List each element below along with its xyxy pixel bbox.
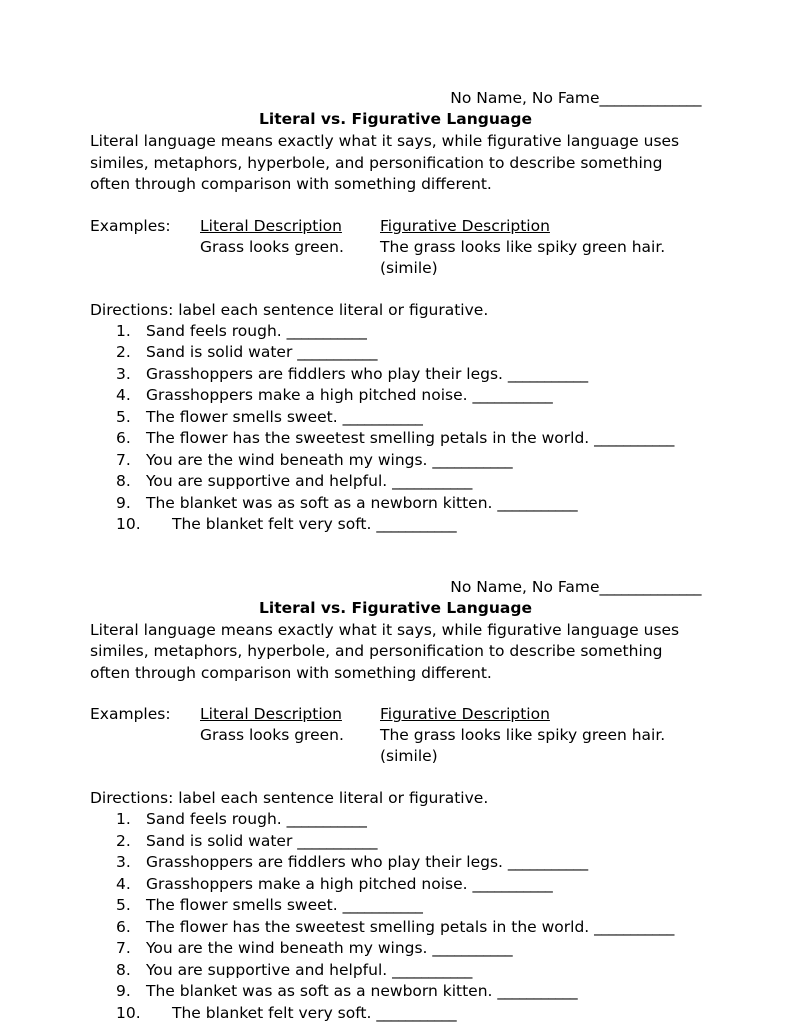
directions-text: Directions: label each sentence literal or figurative. <box>90 789 489 807</box>
list-item <box>90 450 701 472</box>
list-item <box>90 385 701 407</box>
list-item <box>90 981 701 1003</box>
list-item <box>90 342 701 364</box>
list-item <box>90 917 701 939</box>
item-answer-blank[interactable]: ___________ <box>432 450 513 469</box>
item-answer-blank[interactable]: ___________ <box>507 364 588 383</box>
examples-label: Examples: <box>90 216 171 235</box>
item-text: Grasshoppers are fiddlers who play their legs. <box>146 364 508 383</box>
list-item <box>90 493 701 515</box>
list-item <box>90 407 701 429</box>
item-number: 1. <box>116 810 131 828</box>
item-number: 8. <box>116 960 131 979</box>
list-item <box>90 321 701 343</box>
student-name-blank[interactable]: ______________ <box>599 89 701 107</box>
item-number: 4. <box>116 386 131 404</box>
item-number: 5. <box>116 407 131 426</box>
list-item <box>90 874 701 896</box>
item-text: You are the wind beneath my wings. <box>146 939 433 957</box>
item-answer-blank[interactable]: ___________ <box>342 407 423 426</box>
figurative-description-note: (simile) <box>380 258 438 277</box>
list-item <box>90 895 701 917</box>
item-text: Sand feels rough. <box>146 321 287 340</box>
item-number: 7. <box>116 939 131 957</box>
list-item <box>90 938 701 960</box>
directions-text: Directions: label each sentence literal or figurative. <box>90 300 489 319</box>
item-text: The flower smells sweet. <box>146 896 343 914</box>
examples-value-row <box>90 725 701 746</box>
item-answer-blank[interactable]: ___________ <box>392 960 472 979</box>
item-answer-blank[interactable]: ___________ <box>497 982 578 1000</box>
item-answer-blank[interactable]: ___________ <box>376 1003 457 1022</box>
item-answer-blank[interactable]: ___________ <box>472 386 553 404</box>
item-text: Sand feels rough. <box>146 810 287 828</box>
item-number: 2. <box>116 831 131 850</box>
list-item <box>90 364 701 386</box>
page-title: Literal vs. Figurative Language <box>259 598 532 617</box>
item-answer-blank[interactable]: ___________ <box>507 853 588 871</box>
item-number: 3. <box>116 364 131 383</box>
question-list <box>90 321 701 536</box>
item-answer-blank[interactable]: ___________ <box>392 472 472 490</box>
figurative-description-value: The grass looks like spiky green hair. <box>380 237 666 256</box>
figurative-description-header: Figurative Description <box>380 705 550 723</box>
item-text: Sand is solid water <box>146 343 298 361</box>
item-text: Grasshoppers make a high pitched noise. <box>146 386 473 404</box>
item-answer-blank[interactable]: ___________ <box>432 939 513 957</box>
examples-value-row <box>90 237 701 258</box>
item-answer-blank[interactable]: ___________ <box>286 321 367 340</box>
item-number: 2. <box>116 343 131 361</box>
item-text: Grasshoppers are fiddlers who play their legs. <box>146 853 508 871</box>
intro-paragraph: Literal language means exactly what it says, while figurative language uses similes, metaphors, hyperbole, and personification to describe something often through comparison with something different. <box>90 620 680 682</box>
page-title: Literal vs. Figurative Language <box>259 110 532 128</box>
list-item <box>90 809 701 831</box>
student-name-blank[interactable]: ______________ <box>599 577 701 596</box>
item-answer-blank[interactable]: ___________ <box>297 343 378 361</box>
examples-note-row <box>90 746 701 767</box>
item-number: 9. <box>116 493 131 512</box>
literal-description-value: Grass looks green. <box>200 726 344 744</box>
figurative-description-value: The grass looks like spiky green hair. <box>380 726 666 744</box>
item-answer-blank[interactable]: ___________ <box>594 917 674 936</box>
literal-description-header: Literal Description <box>200 216 342 235</box>
item-text: The flower smells sweet. <box>146 407 343 426</box>
list-item <box>90 831 701 853</box>
student-name-label: No Name, No Fame <box>450 577 600 596</box>
list-item <box>90 514 701 536</box>
list-item <box>90 471 701 493</box>
examples-header-row <box>90 216 701 237</box>
item-number: 5. <box>116 896 131 914</box>
item-answer-blank[interactable]: ___________ <box>472 874 553 893</box>
item-answer-blank[interactable]: ___________ <box>376 515 457 533</box>
worksheet-copy-1 <box>90 88 701 536</box>
item-number: 7. <box>116 450 131 469</box>
literal-description-header: Literal Description <box>200 705 342 723</box>
student-name-line <box>90 577 701 597</box>
item-number: 10. <box>116 1003 141 1022</box>
item-text: Sand is solid water <box>146 831 298 850</box>
item-number: 3. <box>116 853 131 871</box>
list-item <box>90 1003 701 1024</box>
item-number: 8. <box>116 472 131 490</box>
item-text: The blanket was as soft as a newborn kitten. <box>146 493 498 512</box>
examples-header-row <box>90 704 701 725</box>
item-text: The flower has the sweetest smelling petals in the world. <box>146 429 595 447</box>
examples-block <box>90 704 701 767</box>
item-number: 6. <box>116 429 131 447</box>
examples-note-row <box>90 258 701 279</box>
figurative-description-note: (simile) <box>380 747 438 765</box>
figurative-description-header: Figurative Description <box>380 216 550 235</box>
item-number: 6. <box>116 917 131 936</box>
student-name-label: No Name, No Fame <box>450 89 600 107</box>
item-answer-blank[interactable]: ___________ <box>342 896 423 914</box>
item-text: The flower has the sweetest smelling petals in the world. <box>146 917 595 936</box>
item-number: 1. <box>116 321 131 340</box>
examples-block <box>90 216 701 279</box>
item-answer-blank[interactable]: ___________ <box>594 429 674 447</box>
item-answer-blank[interactable]: ___________ <box>286 810 367 828</box>
item-answer-blank[interactable]: ___________ <box>297 831 378 850</box>
item-number: 4. <box>116 874 131 893</box>
question-list <box>90 809 701 1024</box>
item-text: You are supportive and helpful. <box>146 960 393 979</box>
item-text: The blanket felt very soft. <box>172 515 377 533</box>
intro-paragraph: Literal language means exactly what it says, while figurative language uses similes, metaphors, hyperbole, and personification to describe something often through comparison with something different. <box>90 132 680 193</box>
item-answer-blank[interactable]: ___________ <box>497 493 578 512</box>
item-text: You are supportive and helpful. <box>146 472 393 490</box>
list-item <box>90 960 701 982</box>
worksheet-copy-2 <box>90 577 701 1024</box>
item-text: The blanket felt very soft. <box>172 1003 377 1022</box>
item-text: Grasshoppers make a high pitched noise. <box>146 874 473 893</box>
item-number: 9. <box>116 982 131 1000</box>
item-text: The blanket was as soft as a newborn kitten. <box>146 982 498 1000</box>
list-item <box>90 428 701 450</box>
student-name-line <box>90 88 701 108</box>
literal-description-value: Grass looks green. <box>200 237 344 256</box>
item-text: You are the wind beneath my wings. <box>146 450 433 469</box>
item-number: 10. <box>116 515 141 533</box>
examples-label: Examples: <box>90 705 171 723</box>
list-item <box>90 852 701 874</box>
